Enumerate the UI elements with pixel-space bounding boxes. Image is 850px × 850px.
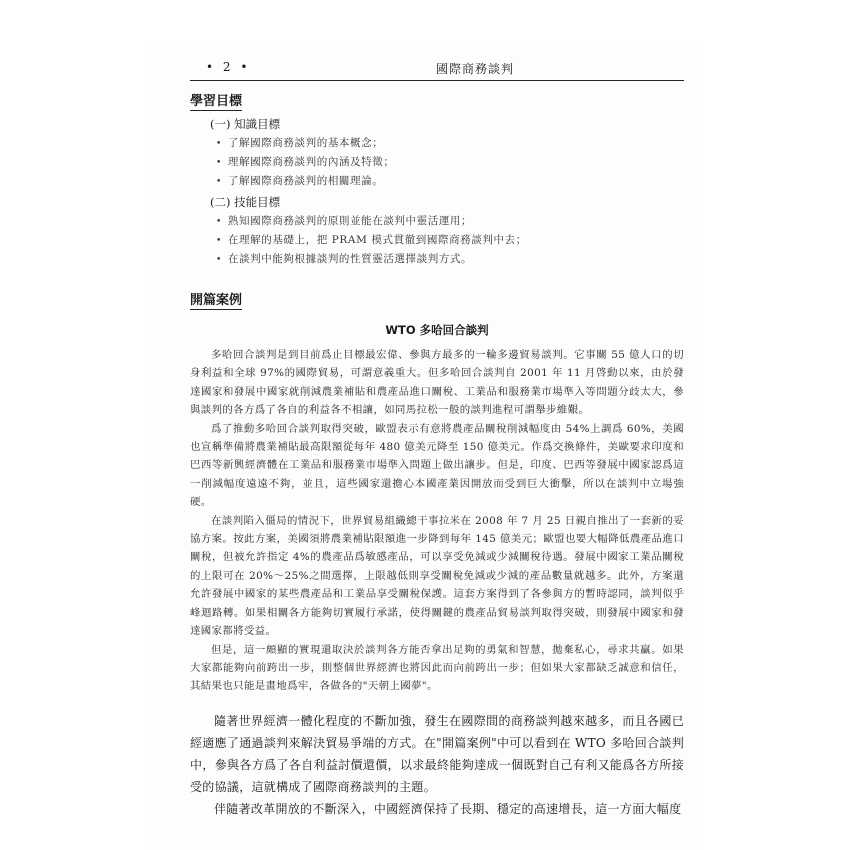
- section-title-case: 開篇案例: [190, 289, 242, 310]
- case-paragraph: 在談判陷入僵局的情況下，世界貿易組織總干事拉米在 2008 年 7 月 25 日親自推出了一套新的妥協方案。按此方案，美國須將農業補貼限額進一步降到每年 145 億美元；歐盟也要大幅降低農產品進口關稅，但被允許指定 4%的農產品爲敏感產品，可以享受免減或少減關稅待遇。發展中國家工業品關稅的上限可在 20%～25%之間選擇，上限越低則享受關稅免減或少減的產品數量就越多。此外，方案還允許發展中國家的某些農產品和工業品享受關稅保護。這套方案得到了各參與方的暫時認同，談判似乎峰迴路轉。如果相關各方能夠切實履行承諾，使得關鍵的農產品貿易談判取得突破，則發展中國家和發達國家都將受益。: [190, 514, 684, 638]
- opening-case-section: [190, 289, 684, 696]
- objective-item: • 了解國際商務談判的基本概念；: [216, 135, 684, 151]
- body-paragraph: 隨著世界經濟一體化程度的不斷加強，發生在國際間的商務談判越來越多，而且各國已經適應了通過談判來解決貿易爭端的方式。在"開篇案例"中可以看到在 WTO 多哈回合談判中，參與各方爲了各自利益討價還價，以求最終能夠達成一個既對自己有利又能爲各方所接受的協議，這就構成了國際商務談判的主題。: [190, 713, 684, 794]
- case-paragraph: 但是，這一頗顯的實現還取決於談判各方能否拿出足夠的勇氣和智慧，拋棄私心，尋求共贏。如果大家都能夠向前跨出一步，則整個世界經濟也將因此而向前跨出一步；但如果大家都缺乏誠意和信任，其結果也只能是畫地爲牢，各做各的"天朝上國夢"。: [190, 643, 684, 693]
- section-title-objectives: 學習目標: [190, 90, 242, 111]
- case-title: WTO 多哈回合談判: [385, 323, 489, 337]
- body-paragraph: 伴隨著改革開放的不斷深入，中國經濟保持了長期、穩定的高速增長，這一方面大幅度: [214, 801, 682, 816]
- running-title: 國際商務談判: [436, 62, 515, 76]
- page-content: [190, 90, 684, 820]
- page-header: [190, 60, 684, 81]
- objective-item: • 在談判中能夠根據談判的性質靈活選擇談判方式。: [216, 251, 684, 267]
- case-paragraph: 爲了推動多哈回合談判取得突破，歐盟表示有意將農產品關稅削減幅度由 54%上調爲 60%，美國也宣稱準備將農業補貼最高限額從每年 480 億美元降至 150 億美元。作爲交換條件，美歐要求印度和巴西等新興經濟體在工業品和服務業市場準入問題上做出讓步。但是，印度、巴西等發展中國家認爲這一削減幅度遠遠不夠，並且，這些國家還擔心本國產業因開放而受到巨大衝擊，所以在談判中立場強硬。: [190, 422, 684, 509]
- objective-item: • 理解國際商務談判的內涵及特徵；: [216, 154, 684, 170]
- page-number: • 2 •: [206, 60, 251, 74]
- learning-objectives-section: [190, 90, 684, 267]
- book-page: [150, 40, 702, 850]
- case-paragraph: 多哈回合談判是到目前爲止目標最宏偉、參與方最多的一輪多邊貿易談判。它事關 55 億人口的切身利益和全球 97%的國際貿易，可謂意義重大。但多哈回合談判自 2001 年 11 月啓動以來，由於發達國家和發展中國家就削減農業補貼和農產品進口關稅、工業品和服務業市場準入等問題分歧太大，參與談判的各方爲了各自的利益各不相讓，如同馬拉松一般的談判進程可謂舉步維艱。: [190, 349, 684, 417]
- knowledge-objectives-label: (一) 知識目標: [210, 117, 281, 131]
- skill-objectives-label: (二) 技能目標: [210, 195, 281, 209]
- objective-item: • 在理解的基礎上，把 PRAM 模式貫徹到國際商務談判中去；: [216, 232, 684, 248]
- objective-item: • 熟知國際商務談判的原則並能在談判中靈活運用；: [216, 213, 684, 229]
- objective-item: • 了解國際商務談判的相關理論。: [216, 173, 684, 189]
- body-text: [190, 710, 684, 820]
